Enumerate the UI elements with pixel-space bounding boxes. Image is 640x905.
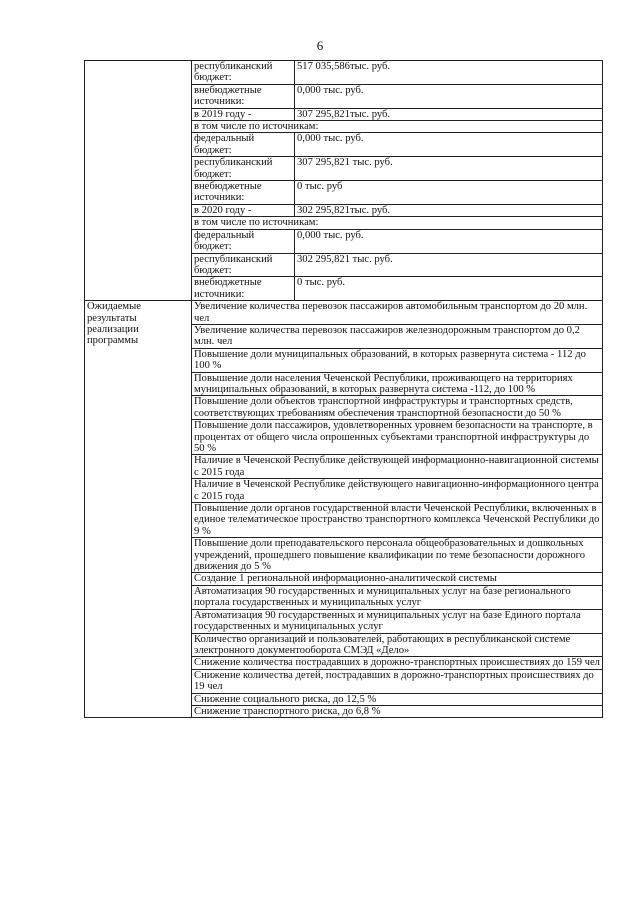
result-item: Создание 1 региональной информационно-аналитической системы [192, 573, 603, 585]
result-item: Снижение количества пострадавших в дорожно-транспортных происшествиях до 159 чел [192, 657, 603, 669]
funding-value: 0,000 тыс. руб. [295, 133, 603, 157]
result-item: Повышение доли органов государственной власти Чеченской Республики, включенных в единое телематическое пространство транспортного комплекса Чеченской Республики до 9 % [192, 503, 603, 538]
result-item: Снижение социального риска, до 12,5 % [192, 693, 603, 705]
result-item: Снижение транспортного риска, до 6,8 % [192, 705, 603, 717]
funding-value: 0,000 тыс. руб. [295, 229, 603, 253]
funding-value: 0 тыс. руб. [295, 277, 603, 301]
funding-value: 0 тыс. руб [295, 181, 603, 205]
funding-year-value: 302 295,821тыс. руб. [295, 204, 603, 216]
results-section-label: Ожидаемые результаты реализации программы [85, 301, 192, 718]
funding-label: внебюджетные источники: [192, 277, 295, 301]
funding-value: 307 295,821 тыс. руб. [295, 157, 603, 181]
result-item: Увеличение количества перевозок пассажиров автомобильным транспортом до 20 млн. чел [192, 301, 603, 325]
funding-sources-note: в том числе по источникам: [192, 217, 603, 229]
funding-label: федеральный бюджет: [192, 133, 295, 157]
funding-sources-note: в том числе по источникам: [192, 121, 603, 133]
funding-side-cell [85, 61, 192, 301]
funding-value: 302 295,821 тыс. руб. [295, 253, 603, 277]
result-item: Повышение доли населения Чеченской Республики, проживающего на территориях муниципальных образований, в которых развернута система -112, до 100 % [192, 372, 603, 396]
funding-label: федеральный бюджет: [192, 229, 295, 253]
program-passport-table [84, 60, 603, 718]
result-item: Повышение доли преподавательского персонала общеобразовательных и дошкольных учреждений, прошедшего повышение квалификации по теме безопасности дорожного движения до 5 % [192, 538, 603, 573]
result-item: Наличие в Чеченской Республике действующей информационно-навигационной системы с 2015 года [192, 455, 603, 479]
funding-year-value: 307 295,821тыс. руб. [295, 108, 603, 120]
funding-label: внебюджетные источники: [192, 84, 295, 108]
funding-row [85, 61, 603, 85]
funding-year-label: в 2020 году - [192, 204, 295, 216]
funding-label: республиканский бюджет: [192, 253, 295, 277]
funding-value: 0,000 тыс. руб. [295, 84, 603, 108]
result-item: Увеличение количества перевозок пассажиров железнодорожным транспортом до 0,2 млн. чел [192, 324, 603, 348]
result-item: Количество организаций и пользователей, работающих в республиканской системе электронного документооборота СМЭД «Дело» [192, 633, 603, 657]
funding-year-label: в 2019 году - [192, 108, 295, 120]
funding-label: внебюджетные источники: [192, 181, 295, 205]
result-row [85, 301, 603, 325]
result-item: Снижение количества детей, пострадавших в дорожно-транспортных происшествиях до 19 чел [192, 669, 603, 693]
result-item: Наличие в Чеченской Республике действующего навигационно-информационного центра с 2015 года [192, 479, 603, 503]
result-item: Повышение доли объектов транспортной инфраструктуры и транспортных средств, соответствующих требованиям обеспечения транспортной безопасности до 50 % [192, 396, 603, 420]
page-number: 6 [316, 38, 324, 53]
result-item: Автоматизация 90 государственных и муниципальных услуг на базе регионального портала государственных и муниципальных услуг [192, 585, 603, 609]
result-item: Автоматизация 90 государственных и муниципальных услуг на базе Единого портала государственных и муниципальных услуг [192, 609, 603, 633]
funding-label: республиканский бюджет: [192, 157, 295, 181]
result-item: Повышение доли пассажиров, удовлетворенных уровнем безопасности на транспорте, в процентах от общего числа опрошенных субъектами транспортной инфраструктуры до 50 % [192, 420, 603, 455]
result-item: Повышение доли муниципальных образований, в которых развернута система - 112 до 100 % [192, 348, 603, 372]
funding-value: 517 035,586тыс. руб. [295, 61, 603, 85]
funding-label: республиканский бюджет: [192, 61, 295, 85]
